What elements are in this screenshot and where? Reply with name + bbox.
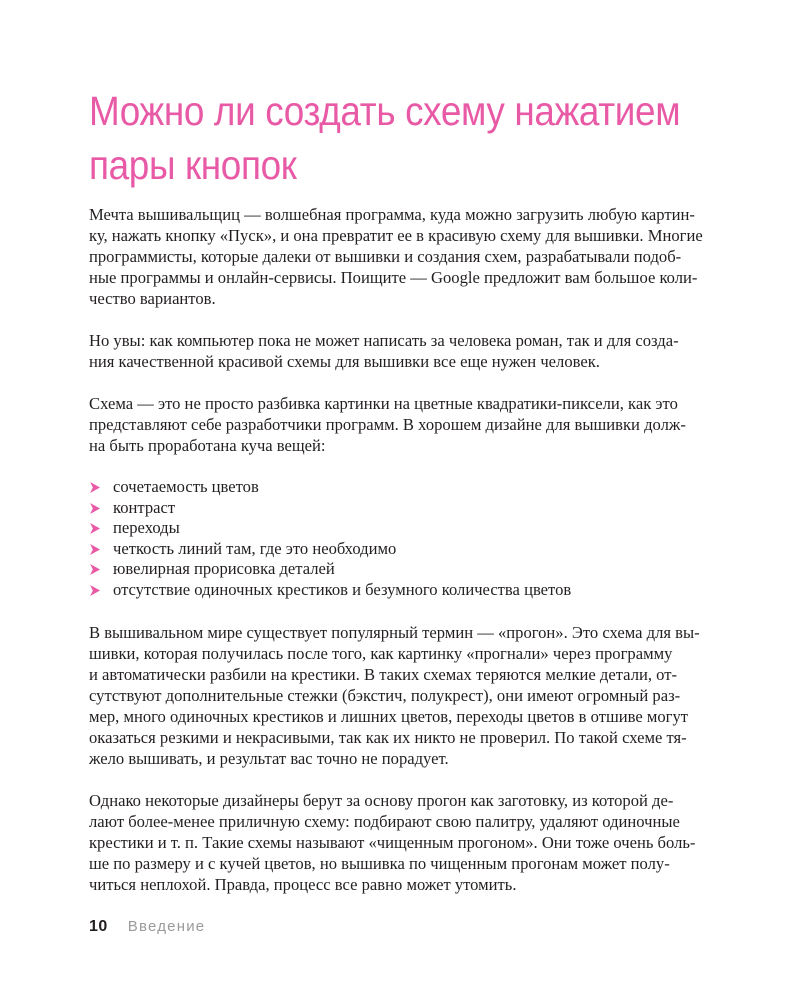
chevron-right-icon	[89, 482, 100, 493]
list-item	[89, 559, 749, 580]
chevron-right-icon	[89, 503, 100, 514]
paragraph-progon	[89, 622, 749, 769]
bullet-list	[89, 477, 749, 601]
text-line: Однако некоторые дизайнеры берут за основу прогон как заготовку, из которой де-	[89, 790, 674, 810]
text-line: оказаться резкими и некрасивыми, так как их никто не проверил. По такой схеме тя-	[89, 727, 687, 747]
list-item	[89, 539, 749, 560]
paragraph-cleaned	[89, 790, 749, 895]
text-line: Схема — это не просто разбивка картинки на цветные квадратики-пиксели, как это	[89, 394, 678, 413]
paragraph-intro	[89, 204, 749, 309]
text-line: и автоматически разбили на крестики. В таких схемах теряются мелкие детали, от-	[89, 664, 678, 684]
text-line: представляют себе разработчики программ. В хорошем дизайне для вышивки долж-	[89, 415, 686, 434]
paragraph-but	[89, 330, 749, 372]
text-line: жело вышивать, и результат вас точно не порадует.	[89, 748, 449, 768]
page-title	[89, 84, 683, 192]
text-line: программисты, которые далеки от вышивки и создания схем, разрабатывали подоб-	[89, 247, 682, 266]
text-line: на быть проработана куча вещей:	[89, 436, 326, 455]
list-item-text: контраст	[113, 497, 176, 517]
chevron-right-icon	[89, 523, 100, 534]
list-item	[89, 498, 749, 519]
title-line: пары кнопок	[89, 142, 297, 188]
section-name: Введение	[127, 918, 206, 935]
list-item-text: четкость линий там, где это необходимо	[113, 538, 397, 558]
text-line: ку, нажать кнопку «Пуск», и она превратит ее в красивую схему для вышивки. Многие	[89, 226, 703, 245]
text-line: ния качественной красивой схемы для вышивки все еще нужен человек.	[89, 352, 600, 371]
paragraph-scheme	[89, 393, 749, 456]
list-item-text: переходы	[113, 518, 180, 538]
text-line: В вышивальном мире существует популярный термин — «прогон». Это схема для вы-	[89, 622, 700, 642]
page-number: 10	[89, 918, 108, 935]
list-item	[89, 477, 749, 498]
page-footer	[89, 918, 205, 936]
text-line: шивки, которая получилась после того, как картинку «прогнали» через программу	[89, 643, 673, 663]
text-line: Но увы: как компьютер пока не может написать за человека роман, так и для созда-	[89, 331, 679, 350]
text-line: мер, много одиночных крестиков и лишних цветов, переходы цветов в отшиве могут	[89, 706, 689, 726]
text-line: ные программы и онлайн-сервисы. Поищите — Google предложит вам большое коли-	[89, 268, 698, 287]
text-line: лают более-менее приличную схему: подбирают свою палитру, удаляют одиночные	[89, 811, 680, 831]
chevron-right-icon	[89, 544, 100, 555]
list-item	[89, 518, 749, 539]
text-line: крестики и т. п. Такие схемы называют «чищенным прогоном». Они тоже очень боль-	[89, 832, 696, 852]
list-item-text: ювелирная прорисовка деталей	[113, 559, 335, 579]
text-line: ше по размеру и с кучей цветов, но вышивка по чищенным прогонам может полу-	[89, 853, 670, 873]
text-line: читься неплохой. Правда, процесс все равно может утомить.	[89, 874, 517, 894]
text-line: Мечта вышивальщиц — волшебная программа, куда можно загрузить любую картин-	[89, 205, 695, 224]
text-line: сутствуют дополнительные стежки (бэкстич, полукрест), они имеют огромный раз-	[89, 685, 681, 705]
list-item-text: сочетаемость цветов	[113, 477, 259, 496]
title-line: Можно ли создать схему нажатием	[89, 88, 681, 134]
list-item	[89, 580, 749, 601]
chevron-right-icon	[89, 564, 100, 575]
chevron-right-icon	[89, 585, 100, 596]
list-item-text: отсутствие одиночных крестиков и безумного количества цветов	[113, 579, 572, 599]
text-line: чество вариантов.	[89, 289, 216, 308]
body-text	[89, 204, 749, 916]
